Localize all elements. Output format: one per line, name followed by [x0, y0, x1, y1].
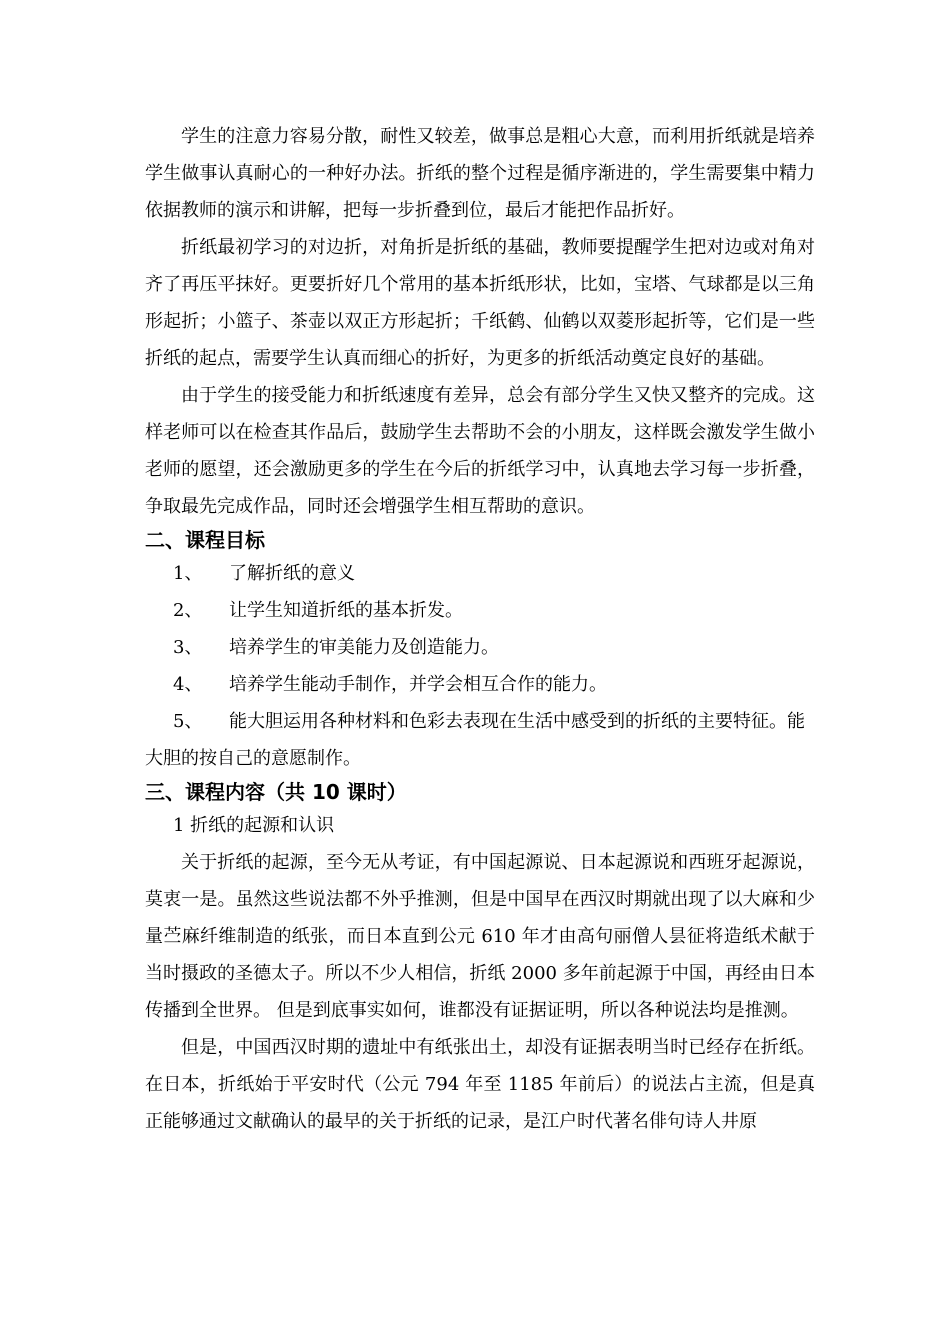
- section-heading-content: 三、课程内容（共 10 课时）: [145, 780, 407, 804]
- list-item-text: 培养学生能动手制作，并学会相互合作的能力。: [229, 674, 607, 695]
- list-item-number: 4、: [173, 674, 203, 695]
- list-item: [145, 703, 815, 777]
- lesson-subtitle: 1 折纸的起源和认识: [173, 815, 335, 836]
- list-item-number: 1、: [173, 563, 203, 584]
- list-item: [145, 555, 815, 592]
- list-item-text: 让学生知道折纸的基本折发。: [229, 600, 463, 621]
- content-paragraph-1: 关于折纸的起源，至今无从考证，有中国起源说、日本起源说和西班牙起源说，莫衷一是。虽然这些说法都不外乎推测，但是中国早在西汉时期就出现了以大麻和少量苎麻纤维制造的纸张，而日本直到公元 610 年才由高句丽僧人昙征将造纸术献于当时摄政的圣德太子。所以不少人相信，折纸 2000 多年前起源于中国，再经由日本传播到全世界。 但是到底事实如何，谁都没有证据证明，所以各种说法均是推测。: [145, 852, 815, 1021]
- list-item-text: 培养学生的审美能力及创造能力。: [229, 637, 499, 658]
- list-item-text: 了解折纸的意义: [229, 563, 355, 584]
- list-item-number: 3、: [173, 637, 203, 658]
- list-item-text: 能大胆运用各种材料和色彩去表现在生活中感受到的折纸的主要特征。能大胆的按自己的意愿制作。: [145, 711, 805, 769]
- section-heading-goals: 二、课程目标: [145, 528, 265, 552]
- content-paragraph-2: 但是，中国西汉时期的遗址中有纸张出土，却没有证据表明当时已经存在折纸。在日本，折纸始于平安时代（公元 794 年至 1185 年前后）的说法占主流，但是真正能够通过文献确认的最早的关于折纸的记录，是江户时代著名俳句诗人井原: [145, 1037, 815, 1132]
- list-item-number: 5、: [173, 711, 203, 732]
- list-item: [145, 629, 815, 666]
- intro-paragraph-2: 折纸最初学习的对边折，对角折是折纸的基础，教师要提醒学生把对边或对角对齐了再压平抹好。更要折好几个常用的基本折纸形状，比如，宝塔、气球都是以三角形起折；小篮子、茶壶以双正方形起折；千纸鹤、仙鹤以双菱形起折等，它们是一些折纸的起点，需要学生认真而细心的折好，为更多的折纸活动奠定良好的基础。: [145, 237, 815, 369]
- intro-paragraph-1: 学生的注意力容易分散，耐性又较差，做事总是粗心大意，而利用折纸就是培养学生做事认真耐心的一种好办法。折纸的整个过程是循序渐进的，学生需要集中精力依据教师的演示和讲解，把每一步折叠到位，最后才能把作品折好。: [145, 126, 815, 221]
- list-item: [145, 592, 815, 629]
- list-item: [145, 666, 815, 703]
- goals-list: [145, 555, 815, 777]
- intro-paragraph-3: 由于学生的接受能力和折纸速度有差异，总会有部分学生又快又整齐的完成。这样老师可以在检查其作品后，鼓励学生去帮助不会的小朋友，这样既会激发学生做小老师的愿望，还会激励更多的学生在今后的折纸学习中，认真地去学习每一步折叠，争取最先完成作品，同时还会增强学生相互帮助的意识。: [145, 385, 815, 517]
- list-item-number: 2、: [173, 600, 203, 621]
- page-content: [145, 118, 815, 1140]
